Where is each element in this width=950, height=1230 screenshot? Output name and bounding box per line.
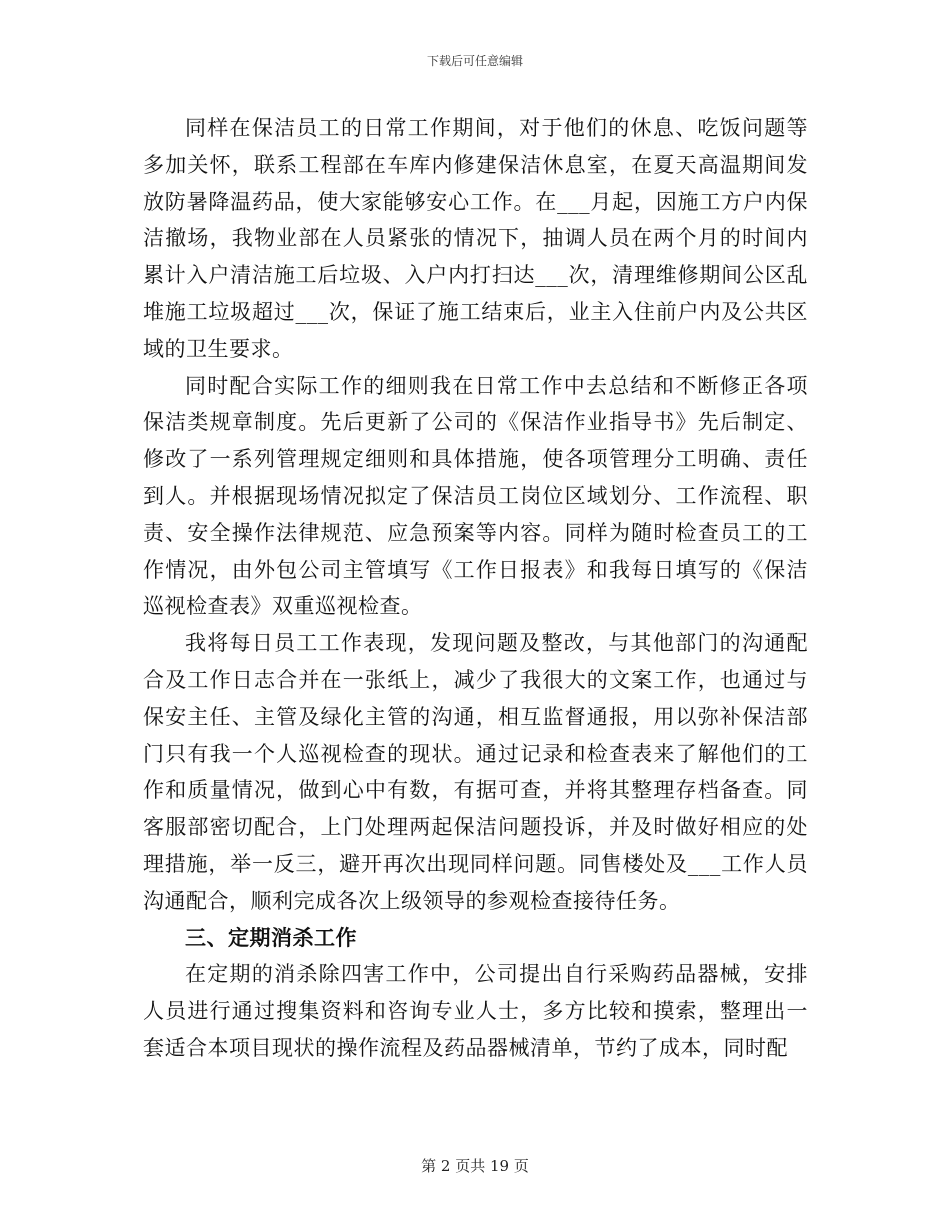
section-heading-pest-control: 三、定期消杀工作: [185, 925, 357, 950]
paragraph-regulations: 同时配合实际工作的细则我在日常工作中去总结和不断修正各项保洁类规章制度。先后更新了公司的《保洁作业指导书》先后制定、修改了一系列管理规定细则和具体措施，使各项管理分工明确、责任到人。并根据现场情况拟定了保洁员工岗位区域划分、工作流程、职责、安全操作法律规范、应急预案等内容。同样为随时检查员工的工作情况，由外包公司主管填写《工作日报表》和我每日填写的《保洁巡视检查表》双重巡视检查。: [143, 373, 808, 619]
page-header: 下载后可任意编辑: [426, 54, 523, 68]
paragraph-daily-report: 我将每日员工工作表现，发现问题及整改，与其他部门的沟通配合及工作日志合并在一张纸上，减少了我很大的文案工作，也通过与保安主任、主管及绿化主管的沟通，相互监督通报，用以弥补保洁部门只有我一个人巡视检查的现状。通过记录和检查表来了解他们的工作和质量情况，做到心中有数，有据可查，并将其整理存档备查。同客服部密切配合，上门处理两起保洁问题投诉，并及时做好相应的处理措施，举一反三，避开再次出现同样问题。同售楼处及___工作人员沟通配合，顺利完成各次上级领导的参观检查接待任务。: [143, 631, 808, 913]
page-number: 第 2 页共 19 页: [421, 1157, 529, 1175]
paragraph-pest-control: 在定期的消杀除四害工作中，公司提出自行采购药品器械，安排人员进行通过搜集资料和咨询专业人士，多方比较和摸索，整理出一套适合本项目现状的操作流程及药品器械清单，节约了成本，同时配: [143, 962, 808, 1060]
paragraph-rest-care: 同样在保洁员工的日常工作期间，对于他们的休息、吃饭问题等多加关怀，联系工程部在车库内修建保洁休息室，在夏天高温期间发放防暑降温药品，使大家能够安心工作。在___月起，因施工方户内保洁撤场，我物业部在人员紧张的情况下，抽调人员在两个月的时间内累计入户清洁施工后垃圾、入户内打扫达___次，清理维修期间公区乱堆施工垃圾超过___次，保证了施工结束后，业主入住前户内及公共区域的卫生要求。: [143, 116, 808, 361]
document-body: [143, 110, 808, 1067]
